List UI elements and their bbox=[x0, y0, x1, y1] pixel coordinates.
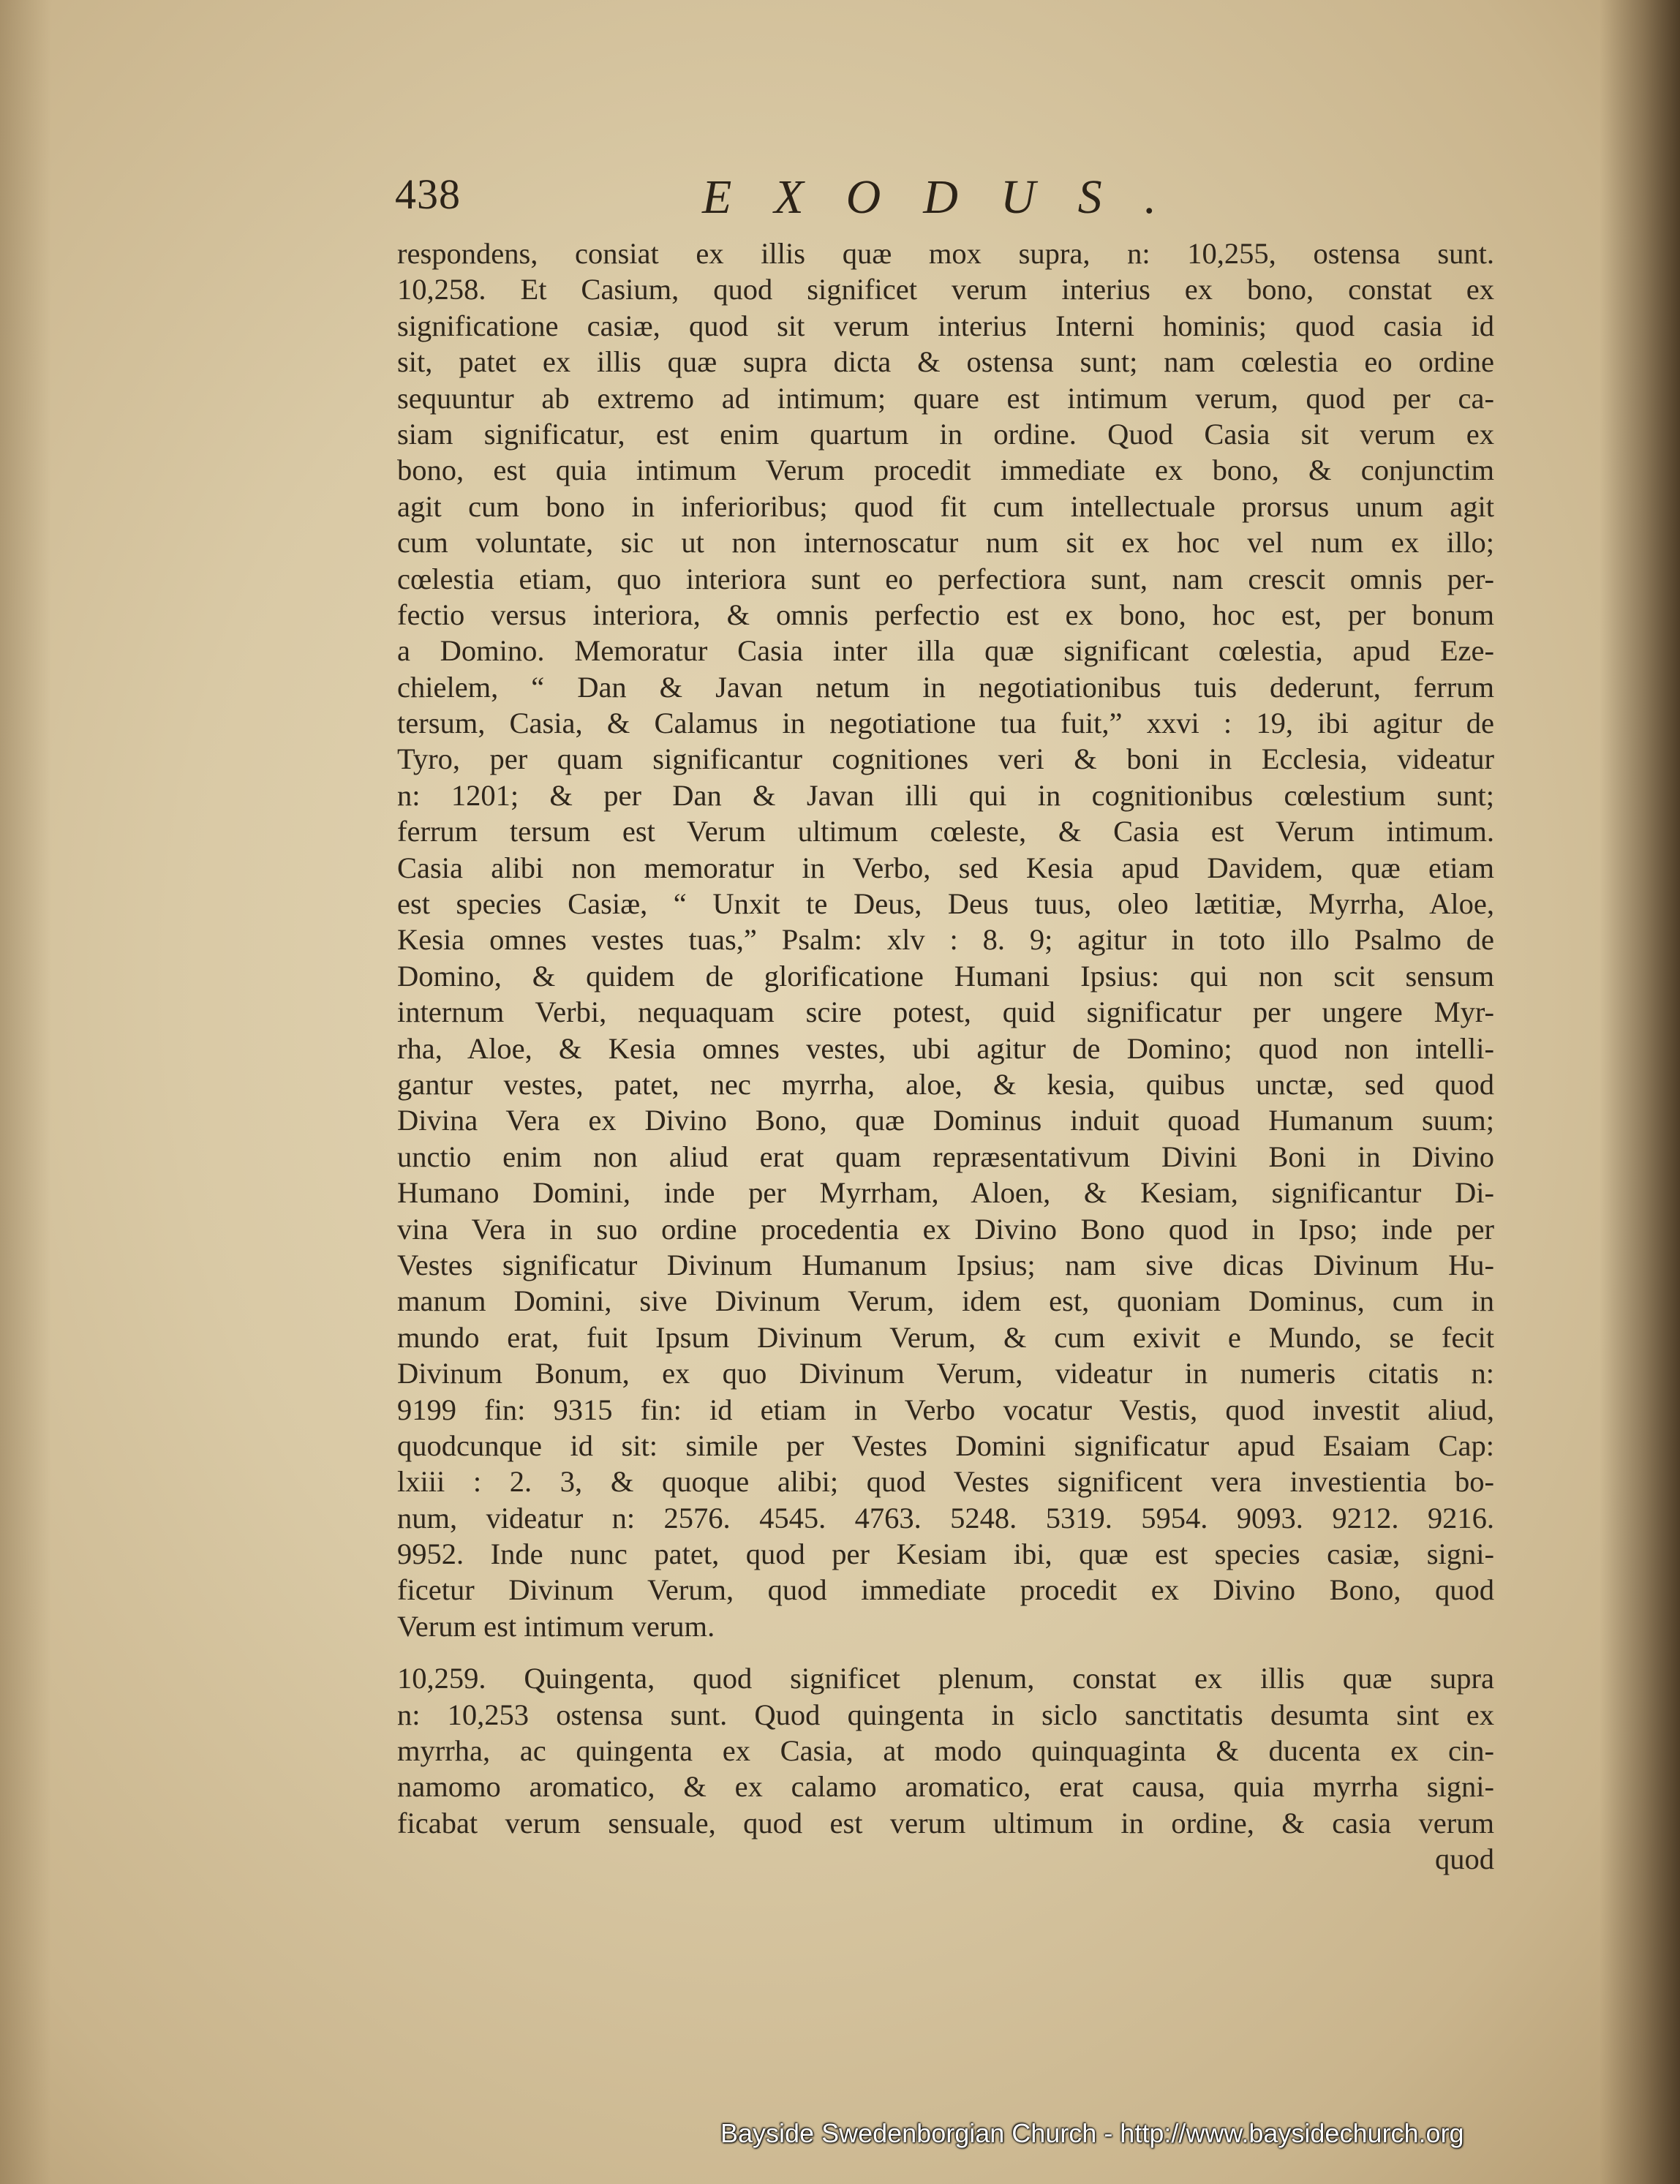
running-head: EXODUS. bbox=[702, 170, 1199, 224]
text-line: ficetur Divinum Verum, quod immediate procedit ex Divino Bono, quod bbox=[397, 1573, 1494, 1607]
watermark-banner: Bayside Swedenborgian Church - http://www.baysidechurch.org bbox=[720, 2118, 1464, 2148]
text-line: Kesia omnes vestes tuas,” Psalm: xlv : 8. 9; agitur in toto illo Psalmo de bbox=[397, 923, 1494, 957]
text-line: Domino, & quidem de glorificatione Humani Ipsius: qui non scit sensum bbox=[397, 959, 1494, 993]
paragraph-10258 bbox=[397, 236, 1494, 1644]
text-line: Humano Domini, inde per Myrrham, Aloen, & Kesiam, significantur Di- bbox=[397, 1176, 1494, 1210]
text-line: myrrha, ac quingenta ex Casia, at modo quinquaginta & ducenta ex cin- bbox=[397, 1734, 1494, 1768]
page-header bbox=[395, 170, 1507, 228]
text-line: chielem, “ Dan & Javan netum in negotiationibus tuis dederunt, ferrum bbox=[397, 670, 1494, 704]
text-line: vina Vera in suo ordine procedentia ex Divino Bono quod in Ipso; inde per bbox=[397, 1212, 1494, 1246]
text-line: quodcunque id sit: simile per Vestes Domini significatur apud Esaiam Cap: bbox=[397, 1428, 1494, 1462]
text-line: 9199 fin: 9315 fin: id etiam in Verbo vocatur Vestis, quod investit aliud, bbox=[397, 1393, 1494, 1426]
text-line: bono, est quia intimum Verum procedit immediate ex bono, & conjunctim bbox=[397, 453, 1494, 487]
text-line: mundo erat, fuit Ipsum Divinum Verum, & cum exivit e Mundo, se fecit bbox=[397, 1320, 1494, 1354]
text-line: unctio enim non aliud erat quam repræsentativum Divini Boni in Divino bbox=[397, 1140, 1494, 1173]
text-line: namomo aromatico, & ex calamo aromatico, erat causa, quia myrrha signi- bbox=[397, 1770, 1494, 1804]
text-line: Casia alibi non memoratur in Verbo, sed Kesia apud Davidem, quæ etiam bbox=[397, 851, 1494, 884]
text-line: sit, patet ex illis quæ supra dicta & ostensa sunt; nam cœlestia eo ordine bbox=[397, 345, 1494, 379]
paragraph-10259 bbox=[397, 1660, 1494, 1841]
text-line: n: 1201; & per Dan & Javan illi qui in cognitionibus cœlestium sunt; bbox=[397, 778, 1494, 812]
text-line: significatione casiæ, quod sit verum interius Interni hominis; quod casia id bbox=[397, 309, 1494, 342]
text-line: agit cum bono in inferioribus; quod fit cum intellectuale prorsus unum agit bbox=[397, 489, 1494, 523]
text-line: ferrum tersum est Verum ultimum cœleste, & Casia est Verum intimum. bbox=[397, 815, 1494, 848]
text-line: Vestes significatur Divinum Humanum Ipsius; nam sive dicas Divinum Hu- bbox=[397, 1248, 1494, 1281]
text-line: 9952. Inde nunc patet, quod per Kesiam ibi, quæ est species casiæ, signi- bbox=[397, 1537, 1494, 1571]
text-line: tersum, Casia, & Calamus in negotiatione tua fuit,” xxvi : 19, ibi agitur de bbox=[397, 707, 1494, 740]
text-line: ficabat verum sensuale, quod est verum ultimum in ordine, & casia verum bbox=[397, 1806, 1494, 1840]
text-line: internum Verbi, nequaquam scire potest, quid significatur per ungere Myr- bbox=[397, 995, 1494, 1029]
text-line: Divina Vera ex Divino Bono, quæ Dominus induit quoad Humanum suum; bbox=[397, 1104, 1494, 1137]
text-line: manum Domini, sive Divinum Verum, idem est, quoniam Dominus, cum in bbox=[397, 1284, 1494, 1318]
text-line: respondens, consiat ex illis quæ mox supra, n: 10,255, ostensa sunt. bbox=[397, 237, 1494, 270]
text-line: sequuntur ab extremo ad intimum; quare est intimum verum, quod per ca- bbox=[397, 381, 1494, 415]
paragraph-gap bbox=[397, 1644, 1494, 1660]
text-line: Tyro, per quam significantur cognitiones veri & boni in Ecclesia, videatur bbox=[397, 742, 1494, 776]
left-edge-shadow bbox=[0, 0, 51, 2184]
text-line: lxiii : 2. 3, & quoque alibi; quod Vestes significent vera investientia bo- bbox=[397, 1465, 1494, 1499]
book-gutter-shadow bbox=[1600, 0, 1680, 2184]
text-line: num, videatur n: 2576. 4545. 4763. 5248. 5319. 5954. 9093. 9212. 9216. bbox=[397, 1501, 1494, 1535]
text-line: est species Casiæ, “ Unxit te Deus, Deus tuus, oleo lætitiæ, Myrrha, Aloe, bbox=[397, 887, 1494, 921]
text-line: a Domino. Memoratur Casia inter illa quæ significant cœlestia, apud Eze- bbox=[397, 634, 1494, 668]
text-line: rha, Aloe, & Kesia omnes vestes, ubi agitur de Domino; quod non intelli- bbox=[397, 1031, 1494, 1065]
text-line: n: 10,253 ostensa sunt. Quod quingenta in siclo sanctitatis desumta sint ex bbox=[397, 1698, 1494, 1731]
page-number: 438 bbox=[395, 170, 461, 218]
body-text bbox=[397, 236, 1494, 1878]
text-line: Verum est intimum verum. bbox=[397, 1609, 715, 1643]
text-line: siam significatur, est enim quartum in ordine. Quod Casia sit verum ex bbox=[397, 417, 1494, 451]
text-line: cum voluntate, sic ut non internoscatur num sit ex hoc vel num ex illo; bbox=[397, 526, 1494, 560]
text-line: 10,259. Quingenta, quod significet plenum, constat ex illis quæ supra bbox=[397, 1662, 1494, 1695]
text-line: cœlestia etiam, quo interiora sunt eo perfectiora sunt, nam crescit omnis per- bbox=[397, 562, 1494, 595]
text-line: Divinum Bonum, ex quo Divinum Verum, videatur in numeris citatis n: bbox=[397, 1357, 1494, 1390]
text-line: fectio versus interiora, & omnis perfectio est ex bono, hoc est, per bonum bbox=[397, 598, 1494, 631]
catchword: quod bbox=[1435, 1842, 1494, 1876]
text-line: 10,258. Et Casium, quod significet verum interius ex bono, constat ex bbox=[397, 273, 1494, 306]
text-line: gantur vestes, patet, nec myrrha, aloe, & kesia, quibus unctæ, sed quod bbox=[397, 1067, 1494, 1101]
